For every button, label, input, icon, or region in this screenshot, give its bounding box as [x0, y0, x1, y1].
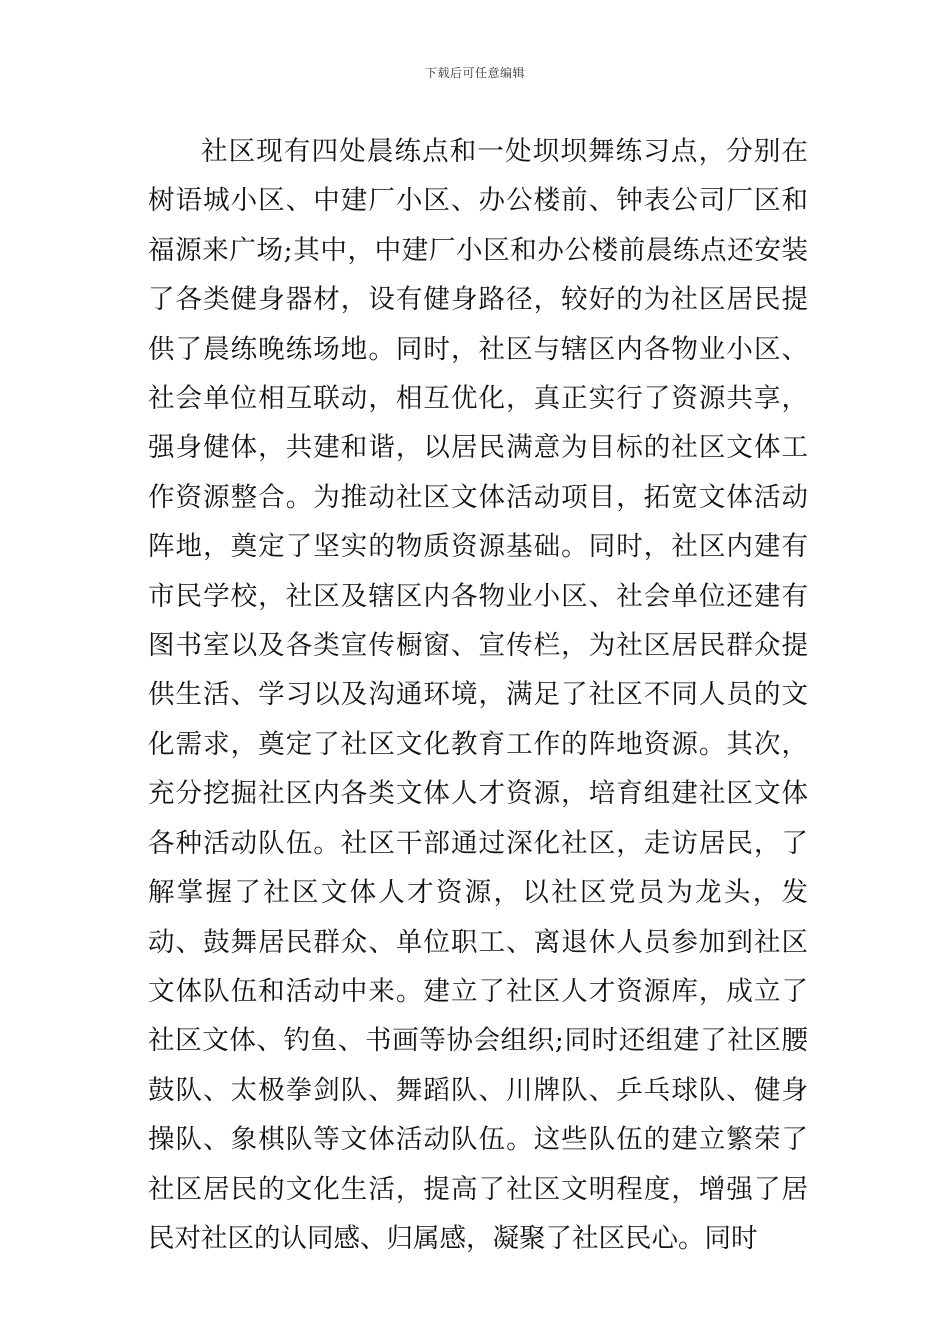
body-paragraph: 社区现有四处晨练点和一处坝坝舞练习点，分别在树语城小区、中建厂小区、办公楼前、钟表公司厂区和福源来广场;其中，中建厂小区和办公楼前晨练点还安装了各类健身器材，设有健身路径，较好的为社区居民提供了晨练晚练场地。同时，社区与辖区内各物业小区、社会单位相互联动，相互优化，真正实行了资源共享，强身健体，共建和谐，以居民满意为目标的社区文体工作资源整合。为推动社区文体活动项目，拓宽文体活动阵地，奠定了坚实的物质资源基础。同时，社区内建有市民学校，社区及辖区内各物业小区、社会单位还建有图书室以及各类宣传橱窗、宣传栏，为社区居民群众提供生活、学习以及沟通环境，满足了社区不同人员的文化需求，奠定了社区文化教育工作的阵地资源。其次，充分挖掘社区内各类文体人才资源，培育组建社区文体各种活动队伍。社区干部通过深化社区，走访居民，了解掌握了社区文体人才资源，以社区党员为龙头，发动、鼓舞居民群众、单位职工、离退休人员参加到社区文体队伍和活动中来。建立了社区人才资源库，成立了社区文体、钓鱼、书画等协会组织;同时还组建了社区腰鼓队、太极拳剑队、舞蹈队、川牌队、乒乓球队、健身操队、象棋队等文体活动队伍。这些队伍的建立繁荣了社区居民的文化生活，提高了社区文明程度，增强了居民对社区的认同感、归属感，凝聚了社区民心。同时: [148, 136, 808, 1254]
edit-notice-header: 下载后可任意编辑: [424, 66, 525, 80]
